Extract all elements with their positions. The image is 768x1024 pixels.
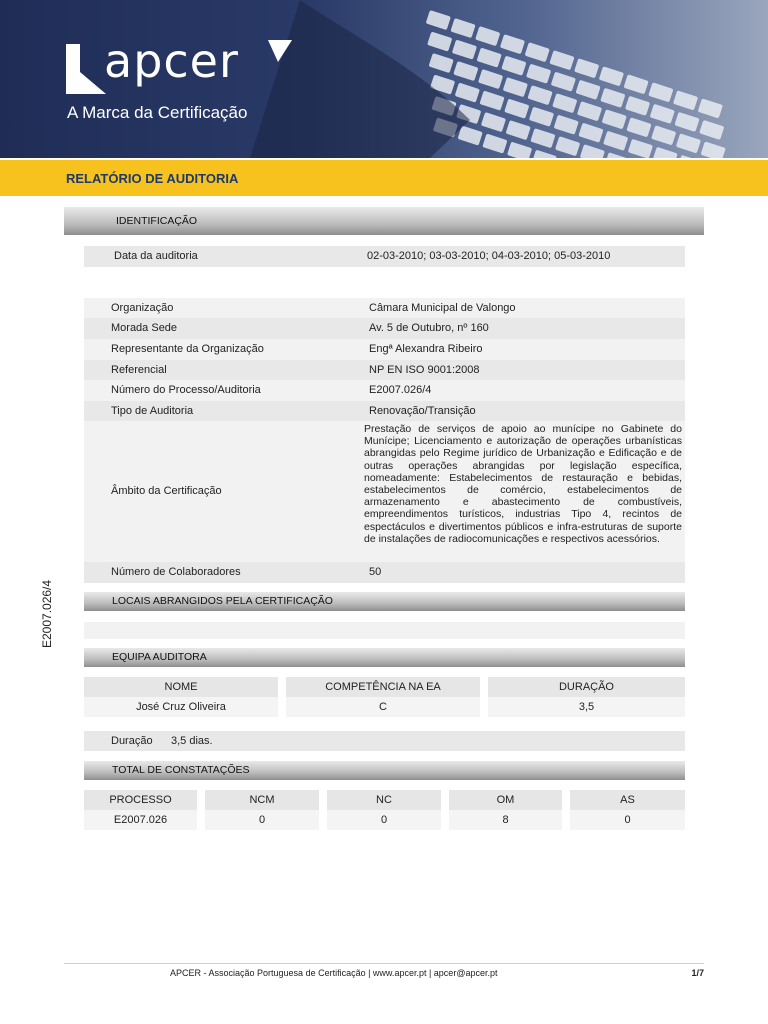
team-header-duracao: DURAÇÃO	[488, 677, 685, 697]
logo-accent-icon	[268, 40, 292, 62]
section-total: TOTAL DE CONSTATAÇÕES	[84, 761, 685, 780]
row-org-0: Organização Câmara Municipal de Valongo	[84, 298, 685, 318]
findings-header-as: AS	[570, 790, 685, 810]
section-identificacao: IDENTIFICAÇÃO	[64, 207, 704, 235]
report-title-bar	[0, 160, 768, 196]
scope-label: Âmbito da Certificação	[111, 485, 222, 497]
team-cell-competencia: C	[286, 697, 480, 717]
findings-header-nc: NC	[327, 790, 441, 810]
team-cell-duracao: 3,5	[488, 697, 685, 717]
row-org-4: Número do Processo/Auditoria E2007.026/4	[84, 380, 685, 401]
row-org-2: Representante da Organização Engª Alexandra Ribeiro	[84, 339, 685, 360]
team-header-nome: NOME	[84, 677, 278, 697]
header-banner	[0, 0, 768, 158]
footer-contact: APCER - Associação Portuguesa de Certificação | www.apcer.pt | apcer@apcer.pt	[170, 968, 498, 978]
page-number: 1/7	[691, 968, 704, 978]
report-title: RELATÓRIO DE AUDITORIA	[66, 171, 239, 186]
section-equipa: EQUIPA AUDITORA	[84, 648, 685, 667]
row-audit-date: Data da auditoria 02-03-2010; 03-03-2010; 04-03-2010; 05-03-2010	[84, 246, 685, 267]
findings-cell-as: 0	[570, 810, 685, 830]
findings-header-processo: PROCESSO	[84, 790, 197, 810]
findings-cell-processo: E2007.026	[84, 810, 197, 830]
row-collaborators: Número de Colaboradores 50	[84, 562, 685, 583]
scope-value: Prestação de serviços de apoio ao munícipe no Gabinete do Munícipe; Licenciamento e autorização de operações urbanísticas abrangidas pelo Regime jurídico de Urbanização e Edificação e de outras operações abrangidas por legislação específica, nomeadamente: Estabelecimentos de restauração e bebidas, estabelecimentos de comércio, estabelecimentos de armazenamento e abastecimento de combustíveis, empreendimentos turísticos, industrias Tipo 4, recintos de espectáculos e divertimentos públicos e infra-estruturas de suporte de instalações de radiocomunicações e respectivos acessórios.	[364, 423, 682, 545]
row-org-3: Referencial NP EN ISO 9001:2008	[84, 360, 685, 380]
row-org-1: Morada Sede Av. 5 de Outubro, nº 160	[84, 318, 685, 339]
findings-header-om: OM	[449, 790, 562, 810]
footer-divider	[64, 963, 704, 964]
team-header-competencia: COMPETÊNCIA NA EA	[286, 677, 480, 697]
side-reference: E2007.026/4	[40, 579, 54, 648]
row-org-5: Tipo de Auditoria Renovação/Transição	[84, 401, 685, 421]
apcer-logo-icon	[66, 38, 106, 94]
team-cell-nome: José Cruz Oliveira	[84, 697, 278, 717]
findings-cell-nc: 0	[327, 810, 441, 830]
section-locais: LOCAIS ABRANGIDOS PELA CERTIFICAÇÃO	[84, 592, 685, 611]
row-duration: Duração 3,5 dias.	[84, 731, 685, 751]
locais-empty-row	[84, 622, 685, 639]
findings-cell-om: 8	[449, 810, 562, 830]
brand-name: apcer	[104, 34, 239, 88]
findings-cell-ncm: 0	[205, 810, 319, 830]
findings-header-ncm: NCM	[205, 790, 319, 810]
tagline: A Marca da Certificação	[67, 103, 248, 122]
